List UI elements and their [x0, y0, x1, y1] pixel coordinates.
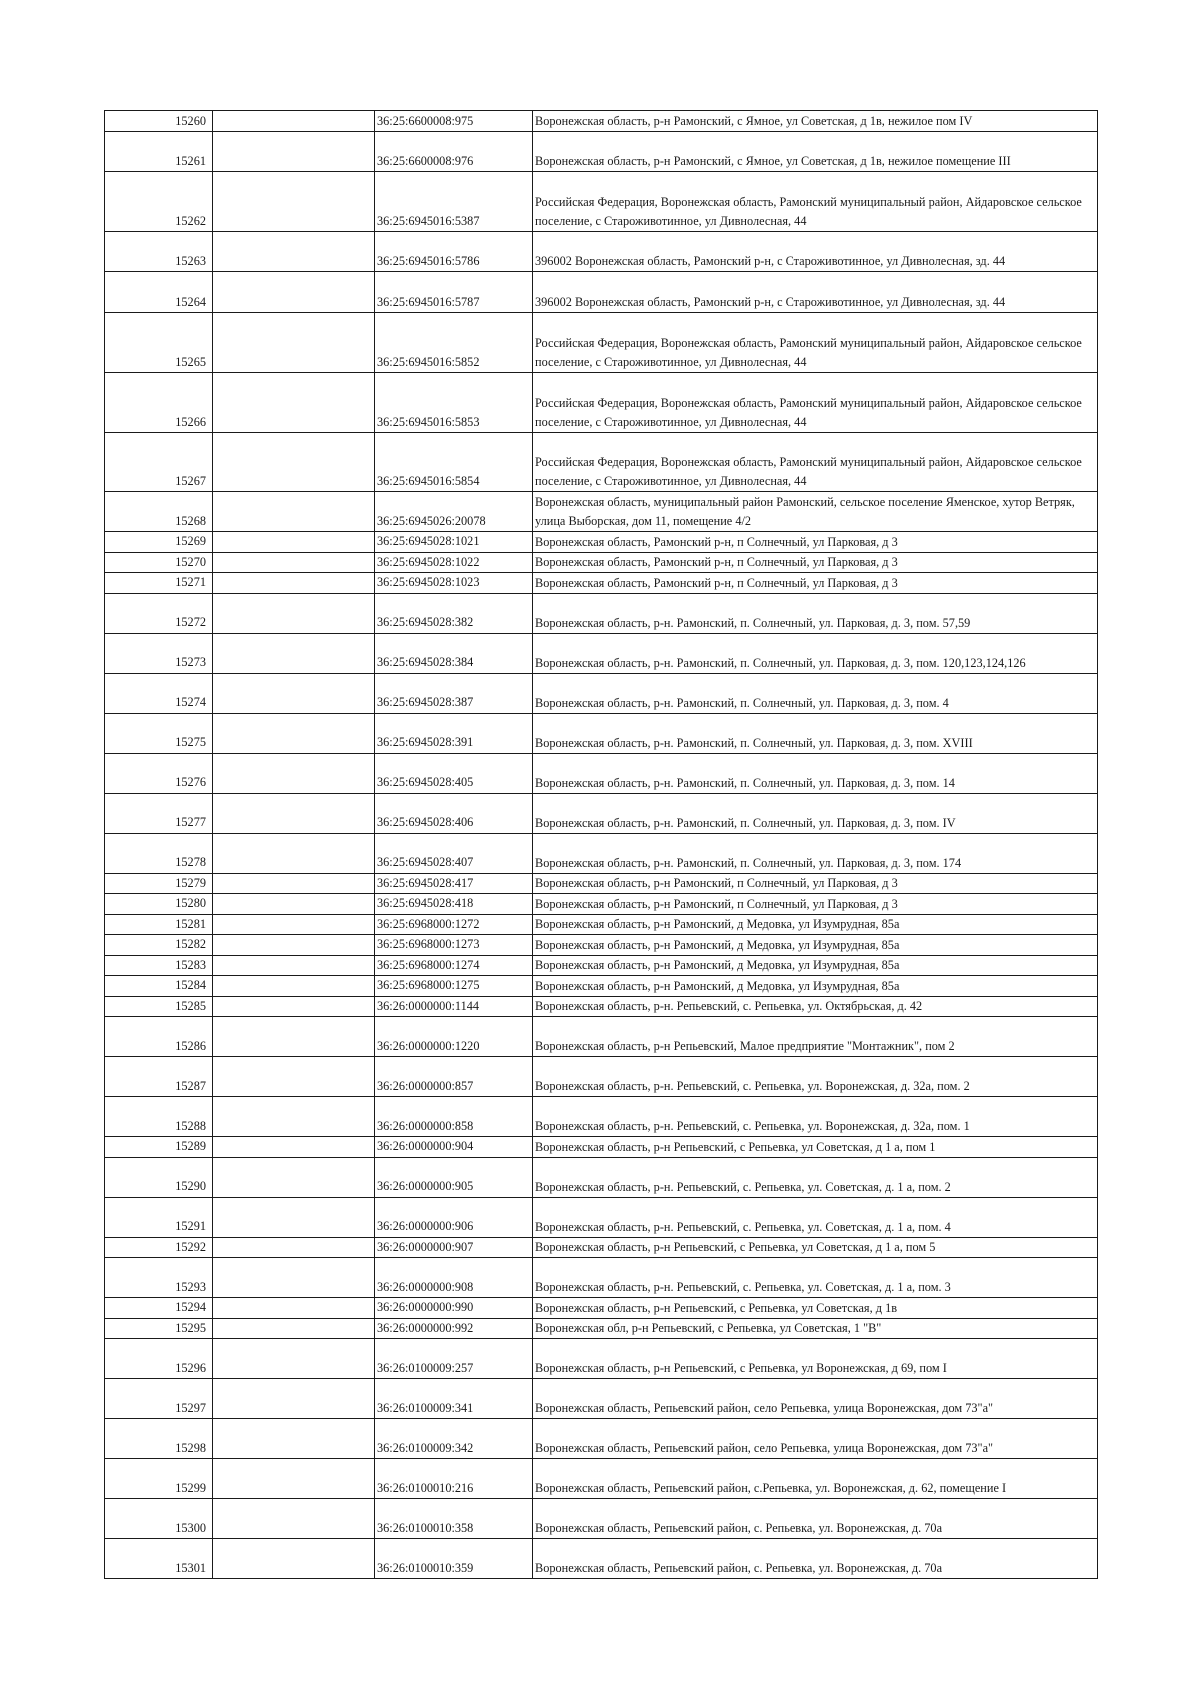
row-number-cell: 15267	[105, 433, 213, 492]
row-number-cell: 15294	[105, 1298, 213, 1319]
row-number-cell: 15260	[105, 111, 213, 132]
row-number-cell: 15293	[105, 1258, 213, 1298]
empty-cell	[213, 313, 375, 373]
cadastral-number-cell: 36:25:6945028:407	[375, 833, 533, 873]
empty-cell	[213, 573, 375, 594]
table-row	[105, 894, 1098, 915]
row-number-cell: 15274	[105, 673, 213, 713]
address-cell: Воронежская область, р-н Рамонский, с Ямное, ул Советская, д 1в, нежилое помещение III	[533, 132, 1098, 172]
address-cell: Российская Федерация, Воронежская область, Рамонский муниципальный район, Айдаровское сельское поселение, с Староживотинное, ул Дивнолесная, 44	[533, 373, 1098, 433]
cadastral-number-cell: 36:25:6600008:975	[375, 111, 533, 132]
empty-cell	[213, 673, 375, 713]
table-row	[105, 1137, 1098, 1158]
empty-cell	[213, 793, 375, 833]
cadastral-number-cell: 36:25:6945028:1021	[375, 532, 533, 553]
cadastral-number-cell: 36:25:6945028:391	[375, 713, 533, 753]
cadastral-number-cell: 36:25:6945028:382	[375, 593, 533, 633]
row-number-cell: 15270	[105, 552, 213, 573]
cadastral-number-cell: 36:25:6945028:387	[375, 673, 533, 713]
cadastral-number-cell: 36:26:0000000:857	[375, 1057, 533, 1097]
table-row	[105, 955, 1098, 976]
cadastral-number-cell: 36:25:6968000:1274	[375, 955, 533, 976]
row-number-cell: 15283	[105, 955, 213, 976]
table-row	[105, 793, 1098, 833]
cadastral-number-cell: 36:26:0100010:358	[375, 1499, 533, 1539]
empty-cell	[213, 996, 375, 1017]
table-row	[105, 552, 1098, 573]
row-number-cell: 15290	[105, 1157, 213, 1197]
address-cell: Воронежская область, р-н. Репьевский, с. Репьевка, ул. Октябрьская, д. 42	[533, 996, 1098, 1017]
cadastral-number-cell: 36:25:6945028:417	[375, 873, 533, 894]
empty-cell	[213, 1339, 375, 1379]
address-cell: Воронежская область, р-н. Репьевский, с. Репьевка, ул. Воронежская, д. 32а, пом. 2	[533, 1057, 1098, 1097]
address-cell: Воронежская область, р-н. Рамонский, п. Солнечный, ул. Парковая, д. 3, пом. 120,123,124,126	[533, 633, 1098, 673]
row-number-cell: 15282	[105, 935, 213, 956]
address-cell: Воронежская область, Рамонский р-н, п Солнечный, ул Парковая, д 3	[533, 532, 1098, 553]
empty-cell	[213, 1237, 375, 1258]
cadastral-number-cell: 36:26:0100010:216	[375, 1459, 533, 1499]
row-number-cell: 15285	[105, 996, 213, 1017]
row-number-cell: 15264	[105, 272, 213, 313]
table-row	[105, 873, 1098, 894]
row-number-cell: 15263	[105, 232, 213, 272]
empty-cell	[213, 1057, 375, 1097]
table-row	[105, 492, 1098, 532]
table-row	[105, 1097, 1098, 1137]
address-cell: Воронежская область, р-н Рамонский, п Солнечный, ул Парковая, д 3	[533, 873, 1098, 894]
empty-cell	[213, 272, 375, 313]
cadastral-number-cell: 36:25:6968000:1273	[375, 935, 533, 956]
empty-cell	[213, 593, 375, 633]
table-row	[105, 593, 1098, 633]
address-cell: Воронежская область, муниципальный район Рамонский, сельское поселение Яменское, хутор Ветряк, улица Выборская, дом 11, помещение 4/2	[533, 492, 1098, 532]
address-cell: Воронежская область, р-н Рамонский, п Солнечный, ул Парковая, д 3	[533, 894, 1098, 915]
cadastral-number-cell: 36:25:6945028:418	[375, 894, 533, 915]
cadastral-number-cell: 36:25:6945016:5854	[375, 433, 533, 492]
address-cell: Воронежская область, р-н. Рамонский, п. Солнечный, ул. Парковая, д. 3, пом. 14	[533, 753, 1098, 793]
table-row	[105, 633, 1098, 673]
table-row	[105, 313, 1098, 373]
table-row	[105, 673, 1098, 713]
cadastral-number-cell: 36:25:6600008:976	[375, 132, 533, 172]
address-cell: Воронежская область, р-н Рамонский, д Медовка, ул Изумрудная, 85а	[533, 914, 1098, 935]
empty-cell	[213, 873, 375, 894]
address-cell: Воронежская область, р-н Рамонский, с Ямное, ул Советская, д 1в, нежилое пом IV	[533, 111, 1098, 132]
cadastral-number-cell: 36:25:6945016:5787	[375, 272, 533, 313]
table-row	[105, 1017, 1098, 1057]
cadastral-number-cell: 36:26:0000000:907	[375, 1237, 533, 1258]
row-number-cell: 15272	[105, 593, 213, 633]
table-row	[105, 532, 1098, 553]
row-number-cell: 15269	[105, 532, 213, 553]
address-cell: Воронежская область, р-н Рамонский, д Медовка, ул Изумрудная, 85а	[533, 935, 1098, 956]
empty-cell	[213, 1459, 375, 1499]
row-number-cell: 15298	[105, 1419, 213, 1459]
address-cell: Воронежская область, р-н. Рамонский, п. Солнечный, ул. Парковая, д. 3, пом. XVIII	[533, 713, 1098, 753]
empty-cell	[213, 1097, 375, 1137]
cadastral-number-cell: 36:26:0000000:992	[375, 1318, 533, 1339]
row-number-cell: 15287	[105, 1057, 213, 1097]
empty-cell	[213, 373, 375, 433]
table-row	[105, 373, 1098, 433]
empty-cell	[213, 633, 375, 673]
row-number-cell: 15275	[105, 713, 213, 753]
cadastral-number-cell: 36:26:0100009:341	[375, 1379, 533, 1419]
cadastral-number-cell: 36:26:0100010:359	[375, 1539, 533, 1579]
empty-cell	[213, 955, 375, 976]
address-cell: Воронежская область, р-н. Рамонский, п. Солнечный, ул. Парковая, д. 3, пом. 4	[533, 673, 1098, 713]
cadastral-number-cell: 36:25:6945016:5852	[375, 313, 533, 373]
cadastral-number-cell: 36:25:6945028:406	[375, 793, 533, 833]
row-number-cell: 15289	[105, 1137, 213, 1158]
table-row	[105, 1318, 1098, 1339]
table-row	[105, 573, 1098, 594]
table-row	[105, 833, 1098, 873]
address-cell: Российская Федерация, Воронежская область, Рамонский муниципальный район, Айдаровское сельское поселение, с Староживотинное, ул Дивнолесная, 44	[533, 433, 1098, 492]
row-number-cell: 15296	[105, 1339, 213, 1379]
table-row	[105, 1157, 1098, 1197]
address-cell: 396002 Воронежская область, Рамонский р-н, с Староживотинное, ул Дивнолесная, зд. 44	[533, 232, 1098, 272]
address-cell: Воронежская область, р-н Репьевский, с Репьевка, ул Советская, д 1 а, пом 5	[533, 1237, 1098, 1258]
address-cell: Воронежская обл, р-н Репьевский, с Репьевка, ул Советская, 1 "В"	[533, 1318, 1098, 1339]
row-number-cell: 15281	[105, 914, 213, 935]
empty-cell	[213, 1157, 375, 1197]
address-cell: Воронежская область, р-н Репьевский, Малое предприятие "Монтажник", пом 2	[533, 1017, 1098, 1057]
table-row	[105, 1459, 1098, 1499]
address-cell: Воронежская область, Репьевский район, с. Репьевка, ул. Воронежская, д. 70а	[533, 1539, 1098, 1579]
table-row	[105, 1258, 1098, 1298]
cadastral-number-cell: 36:25:6945028:1022	[375, 552, 533, 573]
row-number-cell: 15291	[105, 1197, 213, 1237]
row-number-cell: 15284	[105, 976, 213, 997]
empty-cell	[213, 1258, 375, 1298]
empty-cell	[213, 753, 375, 793]
cadastral-number-cell: 36:25:6945028:1023	[375, 573, 533, 594]
row-number-cell: 15279	[105, 873, 213, 894]
row-number-cell: 15262	[105, 172, 213, 232]
cadastral-number-cell: 36:26:0000000:1144	[375, 996, 533, 1017]
row-number-cell: 15288	[105, 1097, 213, 1137]
empty-cell	[213, 492, 375, 532]
cadastral-number-cell: 36:25:6945016:5387	[375, 172, 533, 232]
empty-cell	[213, 1318, 375, 1339]
address-cell: Воронежская область, Репьевский район, с.Репьевка, ул. Воронежская, д. 62, помещение I	[533, 1459, 1098, 1499]
cadastral-number-cell: 36:25:6968000:1272	[375, 914, 533, 935]
table-row	[105, 172, 1098, 232]
row-number-cell: 15268	[105, 492, 213, 532]
empty-cell	[213, 232, 375, 272]
cadastral-number-cell: 36:26:0000000:905	[375, 1157, 533, 1197]
row-number-cell: 15295	[105, 1318, 213, 1339]
cadastral-number-cell: 36:25:6945016:5786	[375, 232, 533, 272]
table-row	[105, 272, 1098, 313]
address-cell: Воронежская область, Репьевский район, село Репьевка, улица Воронежская, дом 73"а"	[533, 1419, 1098, 1459]
empty-cell	[213, 1539, 375, 1579]
row-number-cell: 15273	[105, 633, 213, 673]
empty-cell	[213, 1419, 375, 1459]
registry-table-body	[105, 111, 1098, 1579]
row-number-cell: 15271	[105, 573, 213, 594]
table-row	[105, 232, 1098, 272]
cadastral-number-cell: 36:26:0000000:858	[375, 1097, 533, 1137]
address-cell: Воронежская область, р-н Рамонский, д Медовка, ул Изумрудная, 85а	[533, 976, 1098, 997]
table-row	[105, 111, 1098, 132]
table-row	[105, 1499, 1098, 1539]
cadastral-number-cell: 36:25:6945028:405	[375, 753, 533, 793]
row-number-cell: 15301	[105, 1539, 213, 1579]
cadastral-number-cell: 36:26:0000000:904	[375, 1137, 533, 1158]
cadastral-number-cell: 36:26:0000000:908	[375, 1258, 533, 1298]
empty-cell	[213, 552, 375, 573]
table-row	[105, 1379, 1098, 1419]
empty-cell	[213, 935, 375, 956]
empty-cell	[213, 914, 375, 935]
table-row	[105, 914, 1098, 935]
cadastral-number-cell: 36:26:0000000:990	[375, 1298, 533, 1319]
table-row	[105, 1237, 1098, 1258]
cadastral-number-cell: 36:25:6945028:384	[375, 633, 533, 673]
address-cell: Воронежская область, Рамонский р-н, п Солнечный, ул Парковая, д 3	[533, 552, 1098, 573]
table-row	[105, 935, 1098, 956]
cadastral-number-cell: 36:25:6945026:20078	[375, 492, 533, 532]
address-cell: Воронежская область, р-н Репьевский, с Репьевка, ул Советская, д 1в	[533, 1298, 1098, 1319]
empty-cell	[213, 111, 375, 132]
address-cell: Воронежская область, р-н. Репьевский, с. Репьевка, ул. Воронежская, д. 32а, пом. 1	[533, 1097, 1098, 1137]
row-number-cell: 15266	[105, 373, 213, 433]
address-cell: Воронежская область, р-н Рамонский, д Медовка, ул Изумрудная, 85а	[533, 955, 1098, 976]
address-cell: Воронежская область, р-н. Рамонский, п. Солнечный, ул. Парковая, д. 3, пом. 57,59	[533, 593, 1098, 633]
address-cell: Воронежская область, р-н. Репьевский, с. Репьевка, ул. Советская, д. 1 а, пом. 3	[533, 1258, 1098, 1298]
cadastral-number-cell: 36:26:0000000:1220	[375, 1017, 533, 1057]
row-number-cell: 15265	[105, 313, 213, 373]
empty-cell	[213, 1298, 375, 1319]
row-number-cell: 15261	[105, 132, 213, 172]
empty-cell	[213, 532, 375, 553]
address-cell: Воронежская область, р-н. Репьевский, с. Репьевка, ул. Советская, д. 1 а, пом. 2	[533, 1157, 1098, 1197]
empty-cell	[213, 833, 375, 873]
address-cell: Воронежская область, р-н. Рамонский, п. Солнечный, ул. Парковая, д. 3, пом. IV	[533, 793, 1098, 833]
cadastral-number-cell: 36:25:6968000:1275	[375, 976, 533, 997]
table-row	[105, 1197, 1098, 1237]
table-row	[105, 753, 1098, 793]
empty-cell	[213, 1499, 375, 1539]
empty-cell	[213, 894, 375, 915]
address-cell: Российская Федерация, Воронежская область, Рамонский муниципальный район, Айдаровское сельское поселение, с Староживотинное, ул Дивнолесная, 44	[533, 313, 1098, 373]
address-cell: 396002 Воронежская область, Рамонский р-н, с Староживотинное, ул Дивнолесная, зд. 44	[533, 272, 1098, 313]
table-row	[105, 1419, 1098, 1459]
address-cell: Российская Федерация, Воронежская область, Рамонский муниципальный район, Айдаровское сельское поселение, с Староживотинное, ул Дивнолесная, 44	[533, 172, 1098, 232]
table-row	[105, 713, 1098, 753]
row-number-cell: 15276	[105, 753, 213, 793]
row-number-cell: 15280	[105, 894, 213, 915]
cadastral-number-cell: 36:25:6945016:5853	[375, 373, 533, 433]
address-cell: Воронежская область, Рамонский р-н, п Солнечный, ул Парковая, д 3	[533, 573, 1098, 594]
empty-cell	[213, 976, 375, 997]
table-row	[105, 996, 1098, 1017]
table-row	[105, 1298, 1098, 1319]
address-cell: Воронежская область, р-н Репьевский, с Репьевка, ул Советская, д 1 а, пом 1	[533, 1137, 1098, 1158]
row-number-cell: 15286	[105, 1017, 213, 1057]
row-number-cell: 15292	[105, 1237, 213, 1258]
cadastral-number-cell: 36:26:0100009:257	[375, 1339, 533, 1379]
registry-table	[104, 110, 1098, 1579]
cadastral-number-cell: 36:26:0100009:342	[375, 1419, 533, 1459]
empty-cell	[213, 713, 375, 753]
table-row	[105, 1057, 1098, 1097]
address-cell: Воронежская область, р-н. Репьевский, с. Репьевка, ул. Советская, д. 1 а, пом. 4	[533, 1197, 1098, 1237]
table-row	[105, 132, 1098, 172]
row-number-cell: 15299	[105, 1459, 213, 1499]
empty-cell	[213, 1017, 375, 1057]
cadastral-number-cell: 36:26:0000000:906	[375, 1197, 533, 1237]
address-cell: Воронежская область, р-н Репьевский, с Репьевка, ул Воронежская, д 69, пом I	[533, 1339, 1098, 1379]
address-cell: Воронежская область, р-н. Рамонский, п. Солнечный, ул. Парковая, д. 3, пом. 174	[533, 833, 1098, 873]
empty-cell	[213, 172, 375, 232]
table-row	[105, 433, 1098, 492]
empty-cell	[213, 1197, 375, 1237]
empty-cell	[213, 132, 375, 172]
table-row	[105, 1539, 1098, 1579]
row-number-cell: 15297	[105, 1379, 213, 1419]
empty-cell	[213, 433, 375, 492]
empty-cell	[213, 1137, 375, 1158]
address-cell: Воронежская область, Репьевский район, село Репьевка, улица Воронежская, дом 73"а"	[533, 1379, 1098, 1419]
empty-cell	[213, 1379, 375, 1419]
row-number-cell: 15278	[105, 833, 213, 873]
table-row	[105, 1339, 1098, 1379]
table-row	[105, 976, 1098, 997]
address-cell: Воронежская область, Репьевский район, с. Репьевка, ул. Воронежская, д. 70а	[533, 1499, 1098, 1539]
row-number-cell: 15300	[105, 1499, 213, 1539]
row-number-cell: 15277	[105, 793, 213, 833]
